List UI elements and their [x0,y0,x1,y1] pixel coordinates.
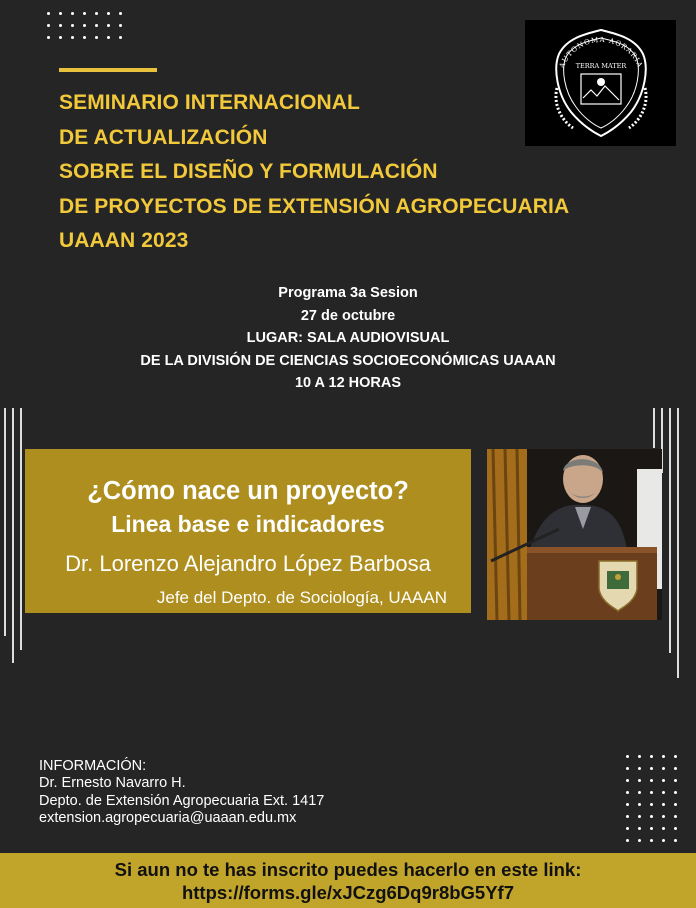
decorative-dot [662,779,665,782]
decorative-dot [59,24,62,27]
seal-top-text: AUTONOMA AGRARIA [557,35,644,70]
decorative-dot [638,767,641,770]
speaker-role: Jefe del Depto. de Sociología, UAAAN [156,588,447,607]
decorative-line [677,408,679,678]
decorative-dot [638,755,641,758]
decorative-dot [47,12,50,15]
decorative-dot [47,24,50,27]
decorative-line [12,408,14,663]
talk-question: ¿Cómo nace un proyecto? [87,477,409,505]
info-email[interactable]: extension.agropecuaria@uaaan.edu.mx [39,809,297,826]
program-session: Programa 3a Sesion [278,285,418,301]
seal-graphic [539,24,663,142]
program-place: LUGAR: SALA AUDIOVISUAL [246,330,450,346]
decorative-dot [71,36,74,39]
decorative-dot [650,827,653,830]
title-line: UAAAN 2023 [59,229,189,252]
decorative-dot [626,815,629,818]
decorative-dot [119,24,122,27]
decorative-dot [95,36,98,39]
decorative-dot [650,755,653,758]
title-line: SEMINARIO INTERNACIONAL [59,91,360,114]
decorative-dot [650,767,653,770]
decorative-dot [638,815,641,818]
decorative-dot [83,24,86,27]
decorative-dot [95,24,98,27]
contact-information [39,758,324,827]
decorative-dot [650,815,653,818]
decorative-dot [662,791,665,794]
decorative-line [669,408,671,653]
decorative-dot [638,791,641,794]
speaker-photo [487,449,662,620]
program-division: DE LA DIVISIÓN DE CIENCIAS SOCIOECONÓMICAS UAAAN [140,352,556,369]
decorative-dot [674,755,677,758]
decorative-dot [674,791,677,794]
decorative-dot [626,839,629,842]
decorative-dot [626,755,629,758]
footer-text: Si aun no te has inscrito puedes hacerlo en este link: [114,859,582,880]
decorative-dot [59,12,62,15]
decorative-dot [107,12,110,15]
info-department: Depto. de Extensión Agropecuaria Ext. 1417 [39,792,325,809]
decorative-dot [626,803,629,806]
decorative-lines [4,408,22,663]
info-contact-name: Dr. Ernesto Navarro H. [39,775,186,792]
registration-footer [0,853,696,908]
registration-link[interactable]: https://forms.gle/xJCzg6Dq9r8bG5Yf7 [181,881,515,903]
decorative-dot [662,767,665,770]
decorative-line [20,408,22,650]
seminar-title [59,86,569,259]
decorative-dot [674,803,677,806]
speaker-at-podium-photo [487,449,662,620]
decorative-dot [662,839,665,842]
decorative-dot [626,827,629,830]
decorative-dot [674,839,677,842]
program-time: 10 A 12 HORAS [294,375,402,391]
talk-subtitle: Linea base e indicadores [111,511,385,537]
decorative-dot [650,839,653,842]
decorative-dot [626,767,629,770]
decorative-dot [59,36,62,39]
decorative-dot [119,36,122,39]
decorative-dot [95,12,98,15]
decorative-dot [674,815,677,818]
info-heading: INFORMACIÓN: [39,758,147,774]
program-details [0,282,696,395]
decorative-dot [626,779,629,782]
decorative-dot [650,791,653,794]
decorative-dot [674,827,677,830]
decorative-dot [107,24,110,27]
decorative-dot [83,36,86,39]
decorative-dot [107,36,110,39]
title-accent-bar [59,68,157,72]
university-seal-icon [525,20,676,146]
decorative-dot [83,12,86,15]
decorative-dot [650,803,653,806]
decorative-dot-grid [626,755,677,842]
decorative-dot [662,755,665,758]
decorative-dot [674,767,677,770]
decorative-dot [638,779,641,782]
decorative-dot [47,36,50,39]
title-line: DE ACTUALIZACIÓN [59,125,268,149]
decorative-dot [638,827,641,830]
decorative-dot [662,803,665,806]
speaker-name: Dr. Lorenzo Alejandro López Barbosa [65,551,431,576]
decorative-line [653,408,655,448]
decorative-dot [626,791,629,794]
decorative-dot [650,779,653,782]
decorative-dot [71,24,74,27]
talk-info-box [25,449,471,613]
title-line: SOBRE EL DISEÑO Y FORMULACIÓN [59,160,438,183]
decorative-dot [674,779,677,782]
decorative-dot [71,12,74,15]
decorative-dot [638,839,641,842]
title-line: DE PROYECTOS DE EXTENSIÓN AGROPECUARIA [59,194,570,218]
decorative-dot [119,12,122,15]
decorative-dot [638,803,641,806]
decorative-line [4,408,6,636]
decorative-dot [662,815,665,818]
seal-middle-text: TERRA MATER [575,62,626,70]
decorative-dot [662,827,665,830]
decorative-dot-grid [47,12,122,39]
program-date: 27 de octubre [300,307,396,324]
